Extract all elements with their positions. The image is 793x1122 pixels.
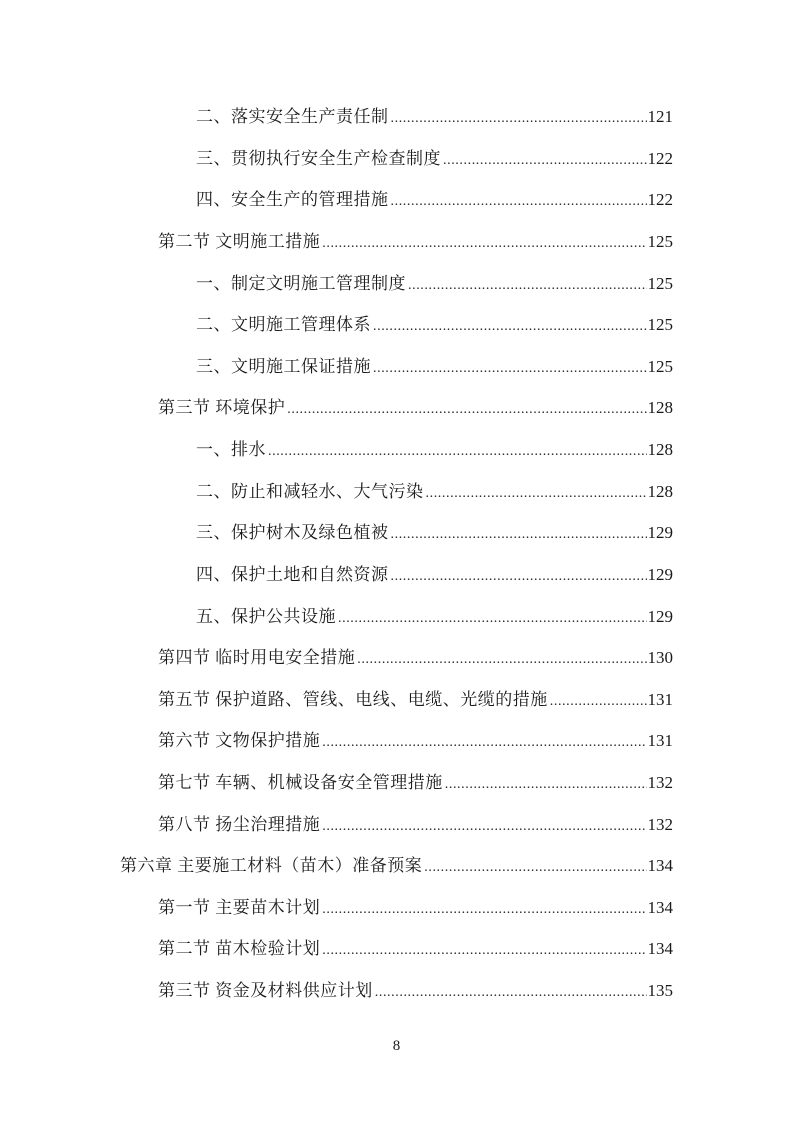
toc-entry-title: 第三节 环境保护 (158, 398, 286, 417)
dot-leader (443, 146, 647, 172)
dot-leader (287, 395, 646, 421)
toc-entry[interactable] (158, 770, 673, 796)
toc-entry[interactable] (158, 728, 673, 754)
toc-entry-title: 第二节 苗木检验计划 (158, 939, 321, 958)
toc-entry-page: 125 (647, 357, 673, 376)
dot-leader (322, 936, 646, 962)
dot-leader (268, 437, 647, 463)
dot-leader (322, 728, 646, 754)
dot-leader (550, 687, 647, 713)
toc-entry[interactable] (196, 562, 673, 588)
toc-entry[interactable] (158, 895, 673, 921)
toc-entry[interactable] (158, 978, 673, 1004)
toc-entry-title: 第二节 文明施工措施 (158, 232, 321, 251)
dot-leader (391, 562, 647, 588)
toc-entry-page: 128 (647, 440, 673, 459)
toc-entry-page: 129 (647, 565, 673, 584)
toc-entry[interactable] (158, 687, 673, 713)
dot-leader (373, 312, 647, 338)
toc-entry-page: 134 (647, 898, 673, 917)
toc-entry-title: 四、安全生产的管理措施 (196, 190, 389, 209)
toc-entry[interactable] (196, 104, 673, 130)
toc-entry-page: 125 (647, 232, 673, 251)
toc-entry-title: 三、保护树木及绿色植被 (196, 523, 389, 542)
toc-entry-title: 二、文明施工管理体系 (196, 315, 371, 334)
toc-entry[interactable] (196, 187, 673, 213)
toc-entry-page: 128 (647, 398, 673, 417)
toc-entry[interactable] (196, 312, 673, 338)
toc-entry-title: 第七节 车辆、机械设备安全管理措施 (158, 773, 443, 792)
dot-leader (391, 104, 647, 130)
toc-entry[interactable] (158, 229, 673, 255)
toc-entry[interactable] (158, 645, 673, 671)
dot-leader (426, 479, 647, 505)
toc-entry-page: 128 (647, 482, 673, 501)
toc-entry-page: 121 (647, 107, 673, 126)
toc-entry-title: 二、防止和减轻水、大气污染 (196, 482, 424, 501)
toc-entry[interactable] (196, 437, 673, 463)
toc-entry-page: 134 (647, 856, 673, 875)
dot-leader (322, 895, 646, 921)
dot-leader (408, 271, 647, 297)
dot-leader (322, 812, 646, 838)
toc-entry-title: 三、文明施工保证措施 (196, 357, 371, 376)
toc-entry-title: 五、保护公共设施 (196, 607, 336, 626)
toc-entry-page: 125 (647, 315, 673, 334)
toc-entry-title: 第三节 资金及材料供应计划 (158, 981, 373, 1000)
toc-entry-page: 135 (647, 981, 673, 1000)
toc-entry[interactable] (196, 604, 673, 630)
toc-entry-page: 125 (647, 274, 673, 293)
toc-entry[interactable] (196, 146, 673, 172)
toc-entry-page: 134 (647, 939, 673, 958)
toc-entry[interactable] (120, 853, 673, 879)
toc-entry-page: 122 (647, 149, 673, 168)
toc-entry-title: 第五节 保护道路、管线、电线、电缆、光缆的措施 (158, 690, 548, 709)
toc-entry[interactable] (196, 479, 673, 505)
page-number: 8 (392, 1038, 401, 1054)
toc-entry-title: 第六节 文物保护措施 (158, 731, 321, 750)
toc-entry-title: 第四节 临时用电安全措施 (158, 648, 356, 667)
toc-entry[interactable] (158, 936, 673, 962)
dot-leader (322, 229, 646, 255)
dot-leader (391, 520, 647, 546)
toc-entry-page: 129 (647, 523, 673, 542)
dot-leader (445, 770, 647, 796)
dot-leader (424, 853, 646, 879)
dot-leader (391, 187, 647, 213)
toc-entry-page: 132 (647, 815, 673, 834)
toc-entry-page: 130 (647, 648, 673, 667)
toc-entry[interactable] (158, 395, 673, 421)
toc-entry-title: 二、落实安全生产责任制 (196, 107, 389, 126)
toc-entry-page: 131 (647, 731, 673, 750)
toc-entry-page: 132 (647, 773, 673, 792)
toc-entry-page: 122 (647, 190, 673, 209)
toc-entry-title: 第八节 扬尘治理措施 (158, 815, 321, 834)
toc-entry-page: 129 (647, 607, 673, 626)
dot-leader (357, 645, 646, 671)
toc-entry-title: 四、保护土地和自然资源 (196, 565, 389, 584)
toc-entry[interactable] (196, 520, 673, 546)
dot-leader (338, 604, 647, 630)
toc-entry[interactable] (196, 271, 673, 297)
toc-entry[interactable] (196, 354, 673, 380)
dot-leader (373, 354, 647, 380)
toc-entry-title: 第六章 主要施工材料（苗木）准备预案 (120, 856, 423, 875)
toc-entry-title: 第一节 主要苗木计划 (158, 898, 321, 917)
toc-entry-title: 一、排水 (196, 440, 266, 459)
dot-leader (375, 978, 647, 1004)
toc-entry-title: 一、制定文明施工管理制度 (196, 274, 406, 293)
toc-entry-page: 131 (647, 690, 673, 709)
toc-entry-title: 三、贯彻执行安全生产检查制度 (196, 149, 441, 168)
toc-entry[interactable] (158, 812, 673, 838)
